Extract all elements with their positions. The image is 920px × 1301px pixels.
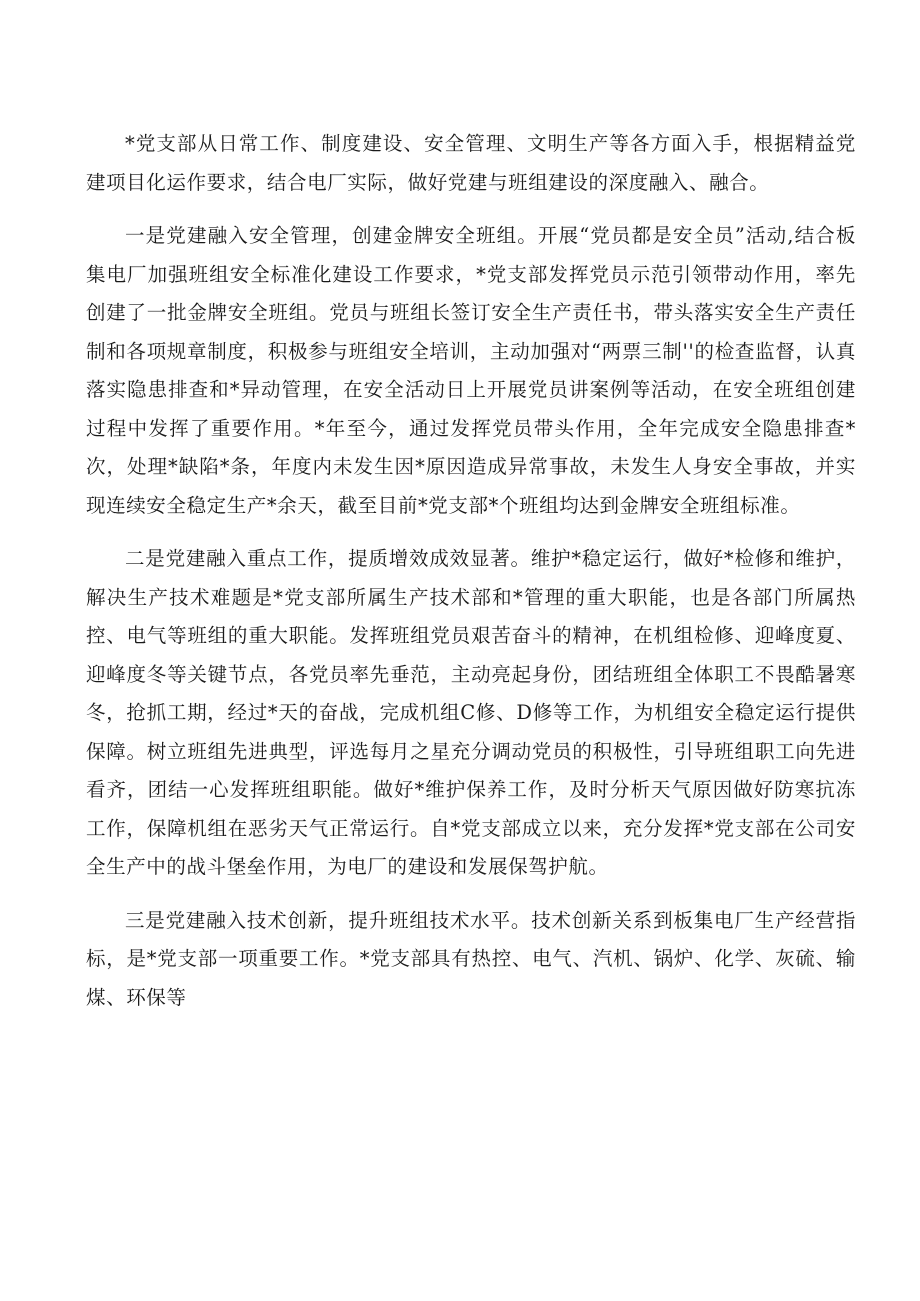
paragraph-key-work: 二是党建融入重点工作，提质增效成效显著。维护*稳定运行，做好*检修和维护，解决生产技术难题是*党支部所属生产技术部和*管理的重大职能，也是各部门所属热控、电气等班组的重大职能。发挥班组党员艰苦奋斗的精神，在机组检修、迎峰度夏、迎峰度冬等关键节点，各党员率先垂范，主动亮起身份，团结班组全体职工不畏酷暑寒冬，抢抓工期，经过*天的奋战，完成机组C修、D修等工作，为机组安全稳定运行提供保障。树立班组先进典型，评选每月之星充分调动党员的积极性，引导班组职工向先进看齐，团结一心发挥班组职能。做好*维护保养工作，及时分析天气原因做好防寒抗冻工作，保障机组在恶劣天气正常运行。自*党支部成立以来，充分发挥*党支部在公司安全生产中的战斗堡垒作用，为电厂的建设和发展保驾护航。 <box>86 547 856 878</box>
document-body <box>86 125 856 1017</box>
paragraph-safety-management: 一是党建融入安全管理，创建金牌安全班组。开展“党员都是安全员”活动,结合板集电厂加强班组安全标准化建设工作要求，*党支部发挥党员示范引领带动作用，率先创建了一批金牌安全班组。党员与班组长签订安全生产责任书，带头落实安全生产责任制和各项规章制度，积极参与班组安全培训，主动加强对“两票三制''的检查监督，认真落实隐患排查和*异动管理，在安全活动日上开展党员讲案例等活动，在安全班组创建过程中发挥了重要作用。*年至今，通过发挥党员带头作用，全年完成安全隐患排查*次，处理*缺陷*条，年度内未发生因*原因造成异常事故，未发生人身安全事故，并实现连续安全稳定生产*余天，截至目前*党支部*个班组均达到金牌安全班组标准。 <box>86 224 856 517</box>
paragraph-intro: *党支部从日常工作、制度建设、安全管理、文明生产等各方面入手，根据精益党建项目化运作要求，结合电厂实际，做好党建与班组建设的深度融入、融合。 <box>86 132 856 194</box>
paragraph-tech-innovation: 三是党建融入技术创新，提升班组技术水平。技术创新关系到板集电厂生产经营指标，是*党支部一项重要工作。*党支部具有热控、电气、汽机、锅炉、化学、灰硫、输煤、环保等 <box>86 908 856 1009</box>
